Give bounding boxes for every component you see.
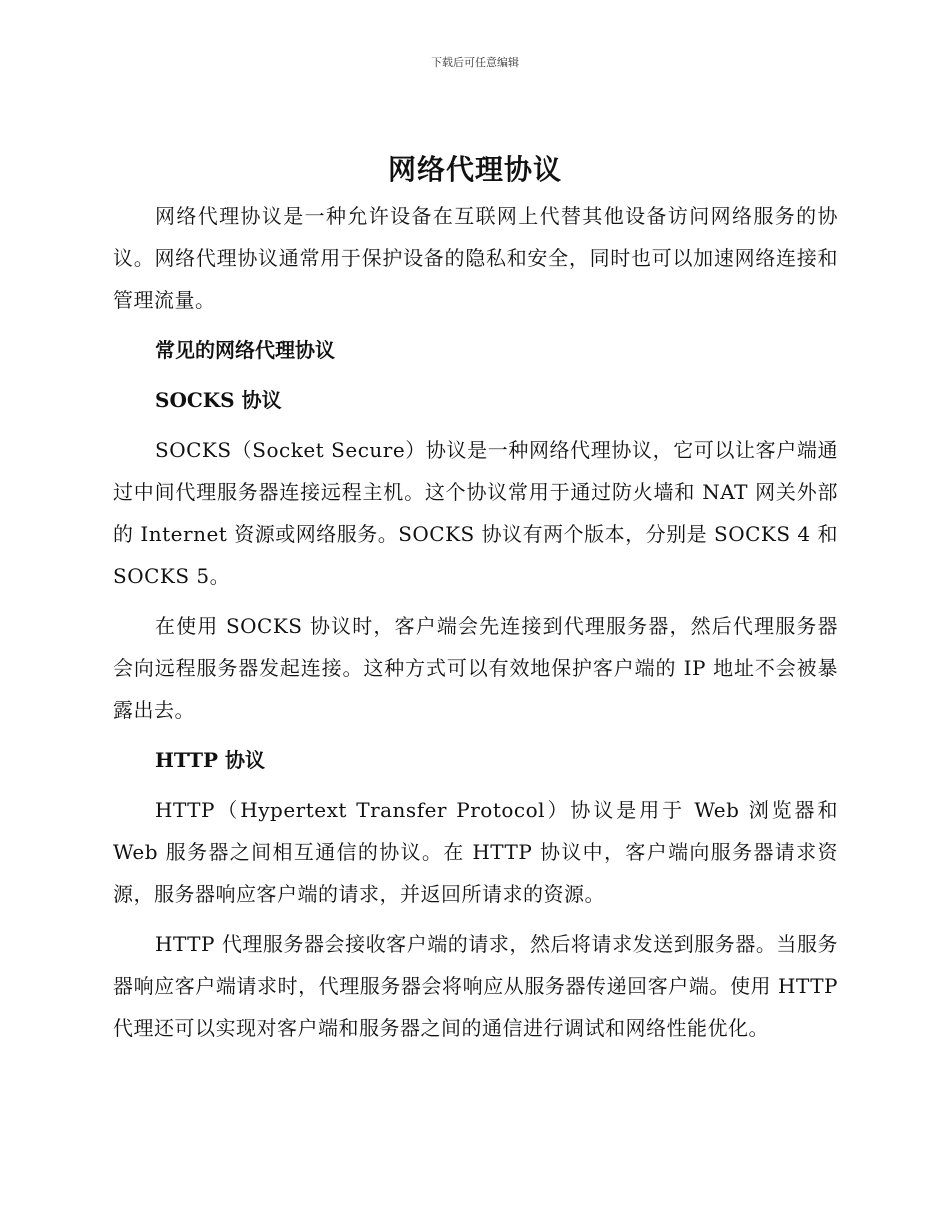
http-paragraph-1: HTTP（Hypertext Transfer Protocol）协议是用于 Web 浏览器和 Web 服务器之间相互通信的协议。在 HTTP 协议中，客户端向服务器请求资源，服务器响应客户端的请求，并返回所请求的资源。 (113, 798, 838, 906)
header-note: 下载后可任意编辑 (431, 56, 519, 69)
socks-heading: SOCKS 协议 (155, 388, 282, 412)
document-title: 网络代理协议 (387, 153, 562, 186)
http-heading: HTTP 协议 (155, 748, 265, 772)
socks-paragraph-2: 在使用 SOCKS 协议时，客户端会先连接到代理服务器，然后代理服务器会向远程服务器发起连接。这种方式可以有效地保护客户端的 IP 地址不会被暴露出去。 (113, 614, 838, 722)
http-paragraph-2: HTTP 代理服务器会接收客户端的请求，然后将请求发送到服务器。当服务器响应客户端请求时，代理服务器会将响应从服务器传递回客户端。使用 HTTP 代理还可以实现对客户端和服务器之间的通信进行调试和网络性能优化。 (113, 932, 838, 1040)
document-body (113, 195, 838, 1057)
common-protocols-heading: 常见的网络代理协议 (155, 338, 335, 362)
intro-paragraph: 网络代理协议是一种允许设备在互联网上代替其他设备访问网络服务的协议。网络代理协议通常用于保护设备的隐私和安全，同时也可以加速网络连接和管理流量。 (113, 204, 838, 312)
socks-paragraph-1: SOCKS（Socket Secure）协议是一种网络代理协议，它可以让客户端通过中间代理服务器连接远程主机。这个协议常用于通过防火墙和 NAT 网关外部的 Internet 资源或网络服务。SOCKS 协议有两个版本，分别是 SOCKS 4 和 SOCKS 5。 (113, 438, 838, 588)
